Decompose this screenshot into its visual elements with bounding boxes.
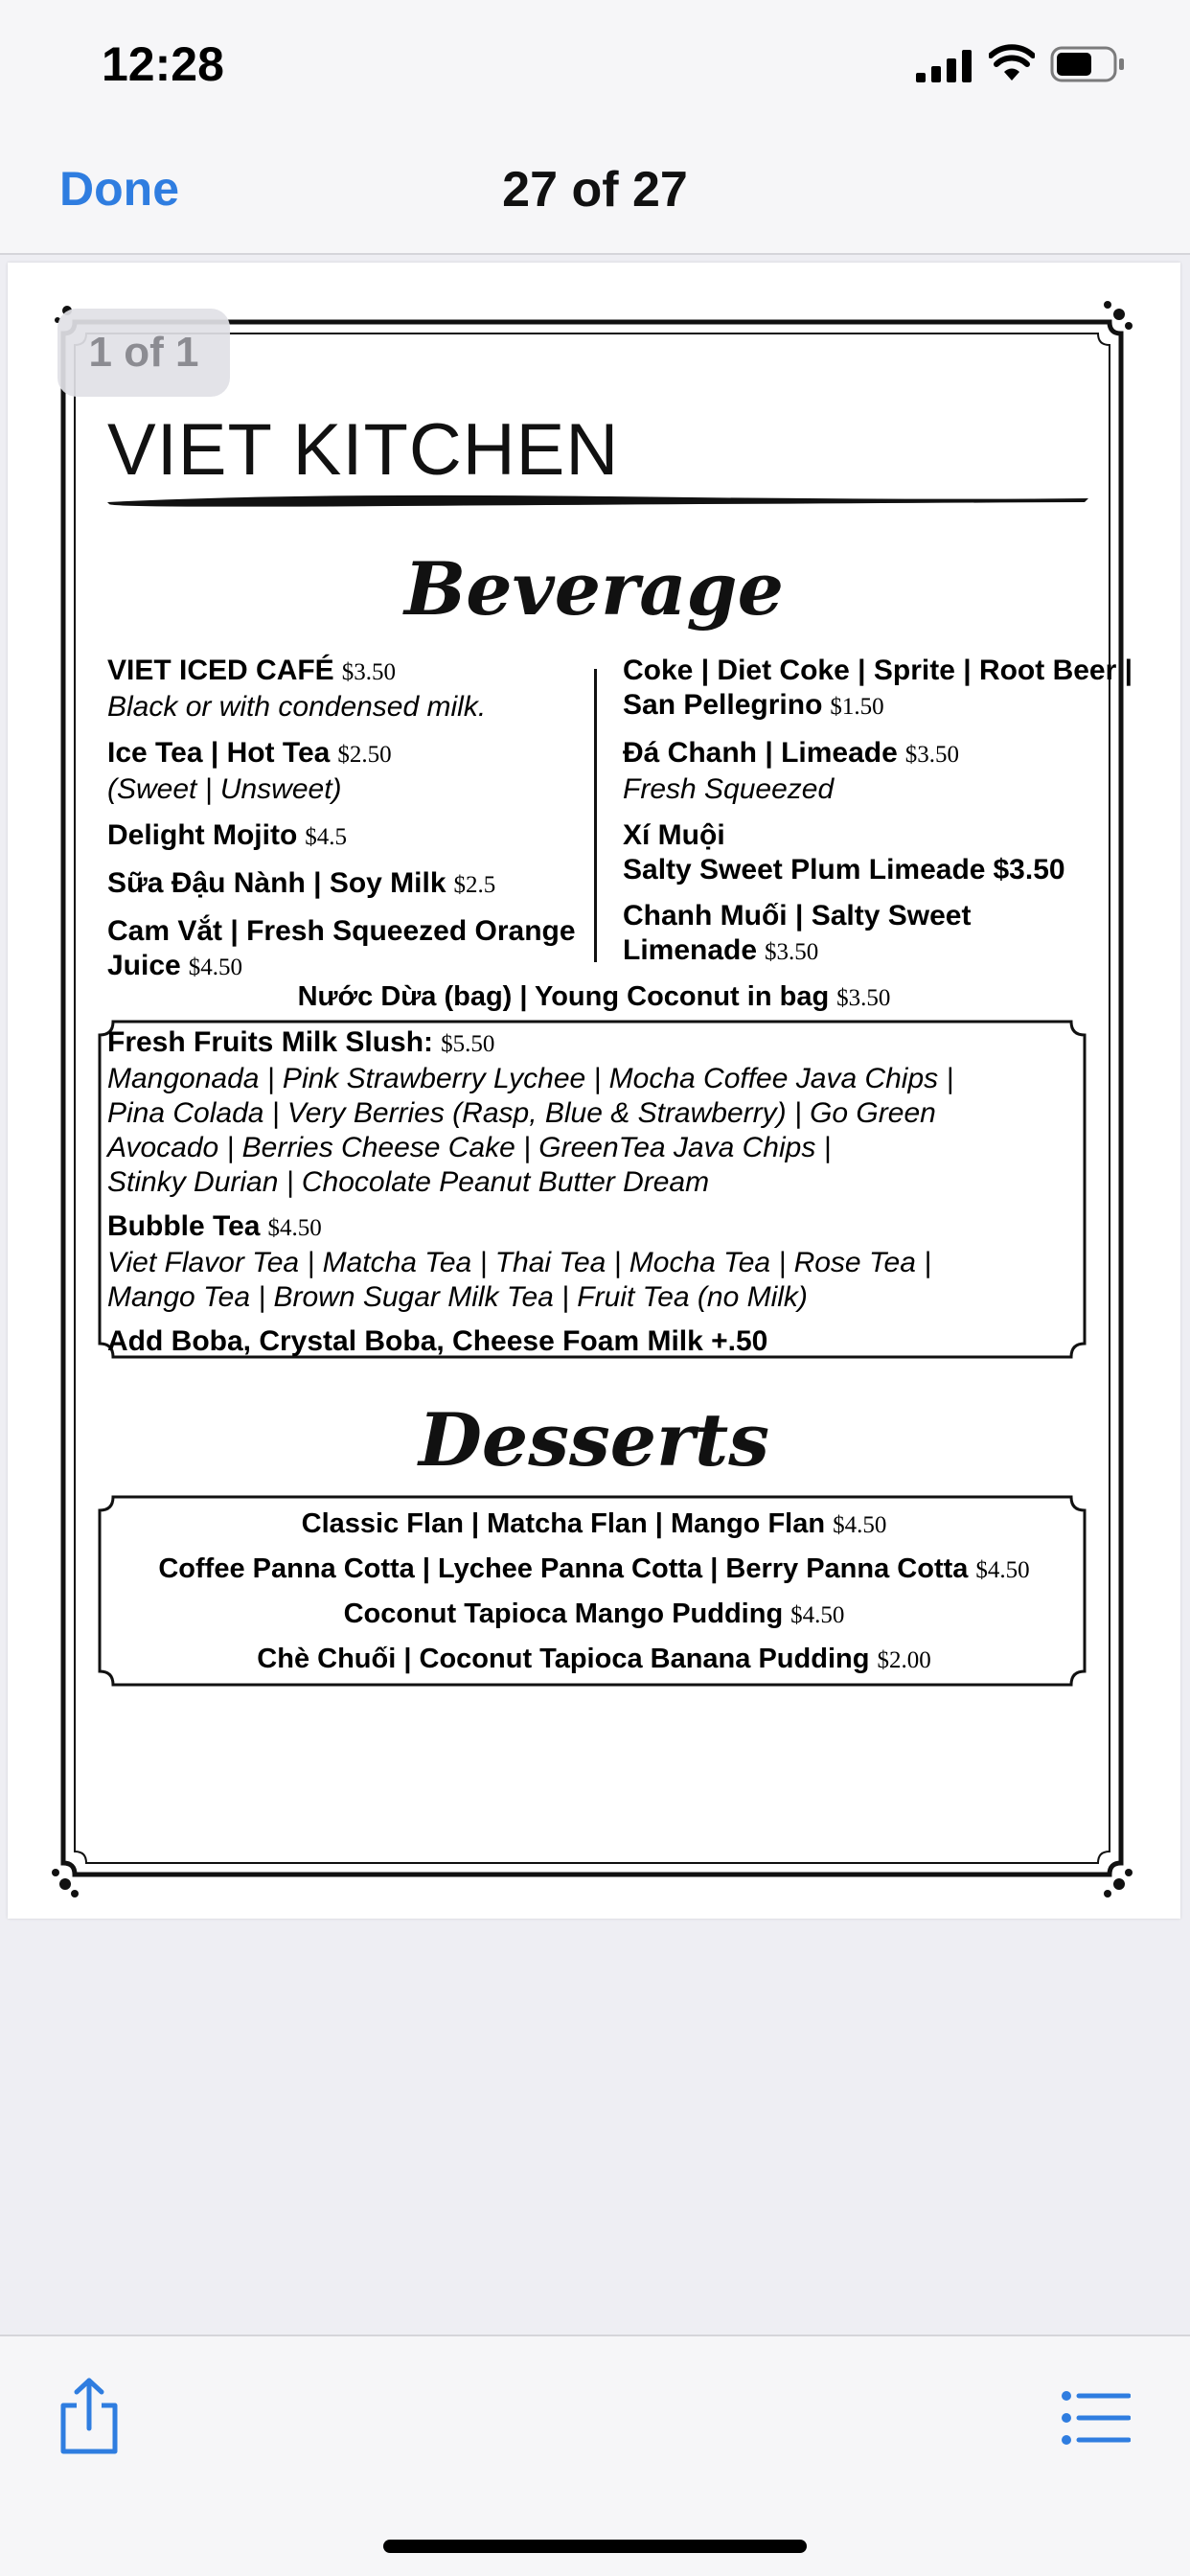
item-name: Cam Vắt | Fresh Squeezed Orange Juice: [107, 915, 576, 981]
battery-icon: [1050, 46, 1127, 82]
item-price: $5.50: [441, 1031, 495, 1057]
cellular-signal-icon: [916, 50, 972, 82]
list-icon[interactable]: [1062, 2390, 1131, 2446]
column-divider: [594, 669, 597, 962]
restaurant-name: VIET KITCHEN: [107, 409, 620, 491]
item-price: $3.50: [836, 985, 891, 1011]
coconut-item: [8, 981, 1180, 1013]
navigation-bar: [0, 125, 1190, 255]
beverage-column-right: [623, 654, 1140, 981]
item-price: $4.50: [975, 1557, 1030, 1583]
menu-item: [107, 866, 606, 903]
menu-item: [623, 818, 1140, 887]
item-price: $4.50: [267, 1215, 322, 1241]
page-counter-title: 27 of 27: [502, 162, 688, 218]
dessert-item: [8, 1598, 1180, 1630]
beverage-column-left: [107, 654, 606, 997]
menu-item: [107, 818, 606, 855]
slush-flavor-line: Pina Colada | Very Berries (Rasp, Blue & Strawberry) | Go Green: [107, 1097, 936, 1129]
slush-bubble-tea-section: [107, 1025, 1085, 1359]
item-description: Black or with condensed milk.: [107, 691, 487, 723]
brush-stroke-underline: [107, 491, 1090, 510]
dessert-item: [8, 1553, 1180, 1585]
bubble-tea-header: [107, 1209, 1085, 1246]
item-name: Sữa Đậu Nành | Soy Milk: [107, 867, 446, 899]
item-price: $3.50: [765, 939, 819, 965]
item-name: Chè Chuối | Coconut Tapioca Banana Pudding: [257, 1644, 870, 1674]
menu-item: [623, 736, 1140, 807]
bubble-tea-flavor-line: Viet Flavor Tea | Matcha Tea | Thai Tea | Mocha Tea | Rose Tea |: [107, 1247, 932, 1278]
item-price: $3.50: [341, 659, 396, 685]
item-price: $4.50: [188, 954, 242, 980]
item-name: Delight Mojito: [107, 819, 298, 851]
item-name: Nước Dừa (bag) | Young Coconut in bag: [297, 981, 830, 1012]
document-page[interactable]: [8, 263, 1180, 1919]
spacer: [107, 1200, 1085, 1209]
item-description: (Sweet | Unsweet): [107, 773, 342, 805]
item-price: $4.5: [305, 824, 348, 850]
done-button[interactable]: Done: [59, 162, 179, 216]
beverage-heading: Beverage: [404, 546, 784, 632]
spacer: [107, 1315, 1085, 1324]
item-subname: Salty Sweet Plum Limeade: [623, 854, 986, 886]
item-name: Coke | Diet Coke | Sprite | Root Beer | San Pellegrino: [623, 655, 1133, 721]
item-name: Ice Tea | Hot Tea: [107, 737, 331, 769]
item-price: $3.50: [904, 742, 960, 768]
menu-item: [623, 899, 1140, 970]
item-name: Coffee Panna Cotta | Lychee Panna Cotta | Berry Panna Cotta: [158, 1553, 969, 1584]
slush-flavor-line: Avocado | Berries Cheese Cake | GreenTea Java Chips |: [107, 1132, 832, 1163]
home-indicator[interactable]: [383, 2540, 807, 2553]
item-name: VIET ICED CAFÉ: [107, 655, 334, 686]
dessert-item: [8, 1508, 1180, 1540]
bubble-tea-flavor-line: Mango Tea | Brown Sugar Milk Tea | Fruit Tea (no Milk): [107, 1281, 808, 1313]
menu-item: [623, 654, 1140, 724]
dessert-item: [8, 1644, 1180, 1675]
item-price: $1.50: [830, 694, 884, 720]
item-name: Coconut Tapioca Mango Pudding: [343, 1598, 784, 1629]
item-name: Chanh Muối | Salty Sweet Limenade: [623, 900, 972, 966]
item-price: $2.00: [877, 1647, 931, 1673]
wifi-icon: [989, 44, 1035, 82]
item-price: $3.50: [993, 854, 1065, 886]
item-price: $4.50: [790, 1602, 845, 1628]
page-badge: 1 of 1: [57, 309, 230, 397]
menu-item: [107, 736, 606, 807]
item-price: $2.5: [453, 872, 496, 898]
item-name: Xí Muội: [623, 819, 725, 851]
status-bar: [0, 0, 1190, 125]
item-name: Bubble Tea: [107, 1210, 261, 1242]
addon-line: Add Boba, Crystal Boba, Cheese Foam Milk +.50: [107, 1325, 768, 1357]
item-name: Classic Flan | Matcha Flan | Mango Flan: [301, 1508, 826, 1539]
desserts-heading: Desserts: [418, 1397, 770, 1483]
share-icon[interactable]: [57, 2377, 121, 2455]
item-name: Đá Chanh | Limeade: [623, 737, 898, 769]
item-price: $4.50: [833, 1512, 887, 1538]
item-description: Fresh Squeezed: [623, 773, 835, 805]
item-name: Fresh Fruits Milk Slush:: [107, 1026, 434, 1058]
menu-item: [107, 914, 606, 985]
menu-item: [107, 654, 606, 724]
slush-header: [107, 1025, 1085, 1062]
item-price: $2.50: [337, 742, 392, 768]
slush-flavor-line: Stinky Durian | Chocolate Peanut Butter Dream: [107, 1166, 710, 1198]
status-time: 12:28: [102, 37, 224, 91]
slush-flavor-line: Mangonada | Pink Strawberry Lychee | Mocha Coffee Java Chips |: [107, 1063, 954, 1094]
